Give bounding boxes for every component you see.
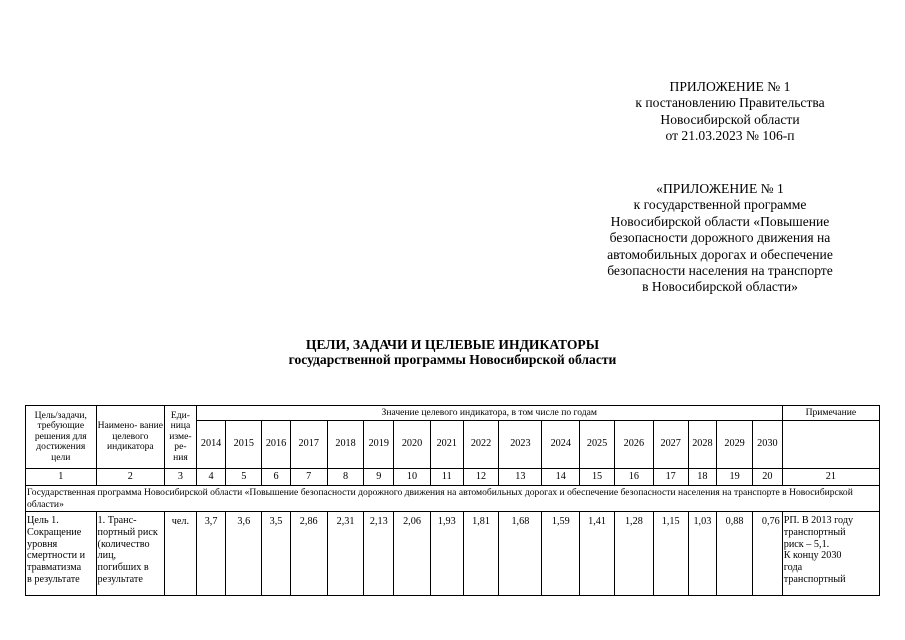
year-header: 2016 (262, 421, 291, 469)
value-cell: 1,81 (463, 512, 499, 596)
year-header: 2022 (463, 421, 499, 469)
appendix-line: ПРИЛОЖЕНИЕ № 1 (669, 79, 791, 94)
header-note: Примечание (782, 406, 879, 421)
column-number: 7 (290, 469, 327, 486)
value-cell: 1,93 (430, 512, 463, 596)
appendix-line: Новосибирской области «Повышение (610, 213, 830, 229)
value-cell: 2,13 (364, 512, 394, 596)
column-number: 12 (463, 469, 499, 486)
year-header: 2020 (394, 421, 431, 469)
value-cell: 1,41 (580, 512, 615, 596)
note-header-blank (782, 421, 879, 469)
column-number: 15 (580, 469, 615, 486)
column-number: 13 (499, 469, 542, 486)
column-number: 9 (364, 469, 394, 486)
value-cell: 1,03 (688, 512, 717, 596)
appendix-line: к постановлению Правительства (635, 95, 825, 111)
header-indicator: Наимено- вание целевого индикатора (96, 406, 165, 469)
value-cell: 0,88 (717, 512, 753, 596)
value-cell: 3,7 (196, 512, 226, 596)
column-number: 8 (327, 469, 364, 486)
note-cell: РП. В 2013 году транспортный риск – 5,1. К концу 2030 года транспортный (782, 512, 879, 596)
column-number: 6 (262, 469, 291, 486)
year-header: 2024 (542, 421, 580, 469)
indicators-table (25, 405, 880, 596)
column-number: 4 (196, 469, 226, 486)
year-header: 2019 (364, 421, 394, 469)
column-number: 16 (614, 469, 653, 486)
year-header: 2026 (614, 421, 653, 469)
column-number: 3 (165, 469, 197, 486)
column-number: 10 (394, 469, 431, 486)
indicator-cell: 1. Транс- портный риск (количество лиц, погибших в результате (96, 512, 165, 596)
value-cell: 3,5 (262, 512, 291, 596)
appendix-line: к государственной программе (633, 197, 807, 213)
column-number: 2 (96, 469, 165, 486)
appendix-line: от 21.03.2023 № 106-п (665, 128, 795, 144)
value-cell: 1,59 (542, 512, 580, 596)
year-header: 2017 (290, 421, 327, 469)
appendix-program-block (560, 181, 880, 296)
year-header: 2014 (196, 421, 226, 469)
year-header: 2027 (653, 421, 688, 469)
value-cell: 1,28 (614, 512, 653, 596)
year-header: 2023 (499, 421, 542, 469)
value-cell: 3,6 (226, 512, 262, 596)
year-header: 2015 (226, 421, 262, 469)
column-number: 21 (782, 469, 879, 486)
header-values: Значение целевого индикатора, в том числе по годам (196, 406, 782, 421)
column-number: 14 (542, 469, 580, 486)
column-number: 11 (430, 469, 463, 486)
appendix-line: автомобильных дорогах и обеспечение (607, 246, 833, 262)
column-number: 17 (653, 469, 688, 486)
document-title (180, 337, 725, 367)
column-number: 20 (752, 469, 782, 486)
appendix-line: «ПРИЛОЖЕНИЕ № 1 (656, 181, 784, 196)
column-number: 1 (26, 469, 97, 486)
year-header: 2021 (430, 421, 463, 469)
appendix-line: Новосибирской области (660, 111, 800, 127)
value-cell: 2,86 (290, 512, 327, 596)
title-line-2: государственной программы Новосибирской области (288, 352, 617, 367)
appendix-line: в Новосибирской области» (642, 279, 798, 295)
unit-cell: чел. (165, 512, 197, 596)
header-goal: Цель/задачи, требующие решения для достижения цели (26, 406, 97, 469)
column-number: 19 (717, 469, 753, 486)
appendix-line: безопасности населения на транспорте (607, 263, 833, 279)
value-cell: 2,31 (327, 512, 364, 596)
title-line-1: ЦЕЛИ, ЗАДАЧИ И ЦЕЛЕВЫЕ ИНДИКАТОРЫ (305, 337, 600, 352)
value-cell: 1,68 (499, 512, 542, 596)
year-header: 2030 (752, 421, 782, 469)
value-cell: 2,06 (394, 512, 431, 596)
year-header: 2018 (327, 421, 364, 469)
appendix-resolution-block (580, 79, 880, 145)
value-cell: 1,15 (653, 512, 688, 596)
value-cell: 0,76 (752, 512, 782, 596)
year-header: 2029 (717, 421, 753, 469)
appendix-line: безопасности дорожного движения на (609, 230, 831, 246)
column-number: 5 (226, 469, 262, 486)
year-header: 2028 (688, 421, 717, 469)
header-unit: Еди- ница изме- ре- ния (165, 406, 197, 469)
goal-cell: Цель 1. Сокращение уровня смертности и травматизма в результате (26, 512, 97, 596)
program-row: Государственная программа Новосибирской области «Повышение безопасности дорожного движения на автомобильных дорогах и обеспечение безопасности населения на транспорте в Новосибирской области» (26, 486, 880, 512)
year-header: 2025 (580, 421, 615, 469)
column-number: 18 (688, 469, 717, 486)
